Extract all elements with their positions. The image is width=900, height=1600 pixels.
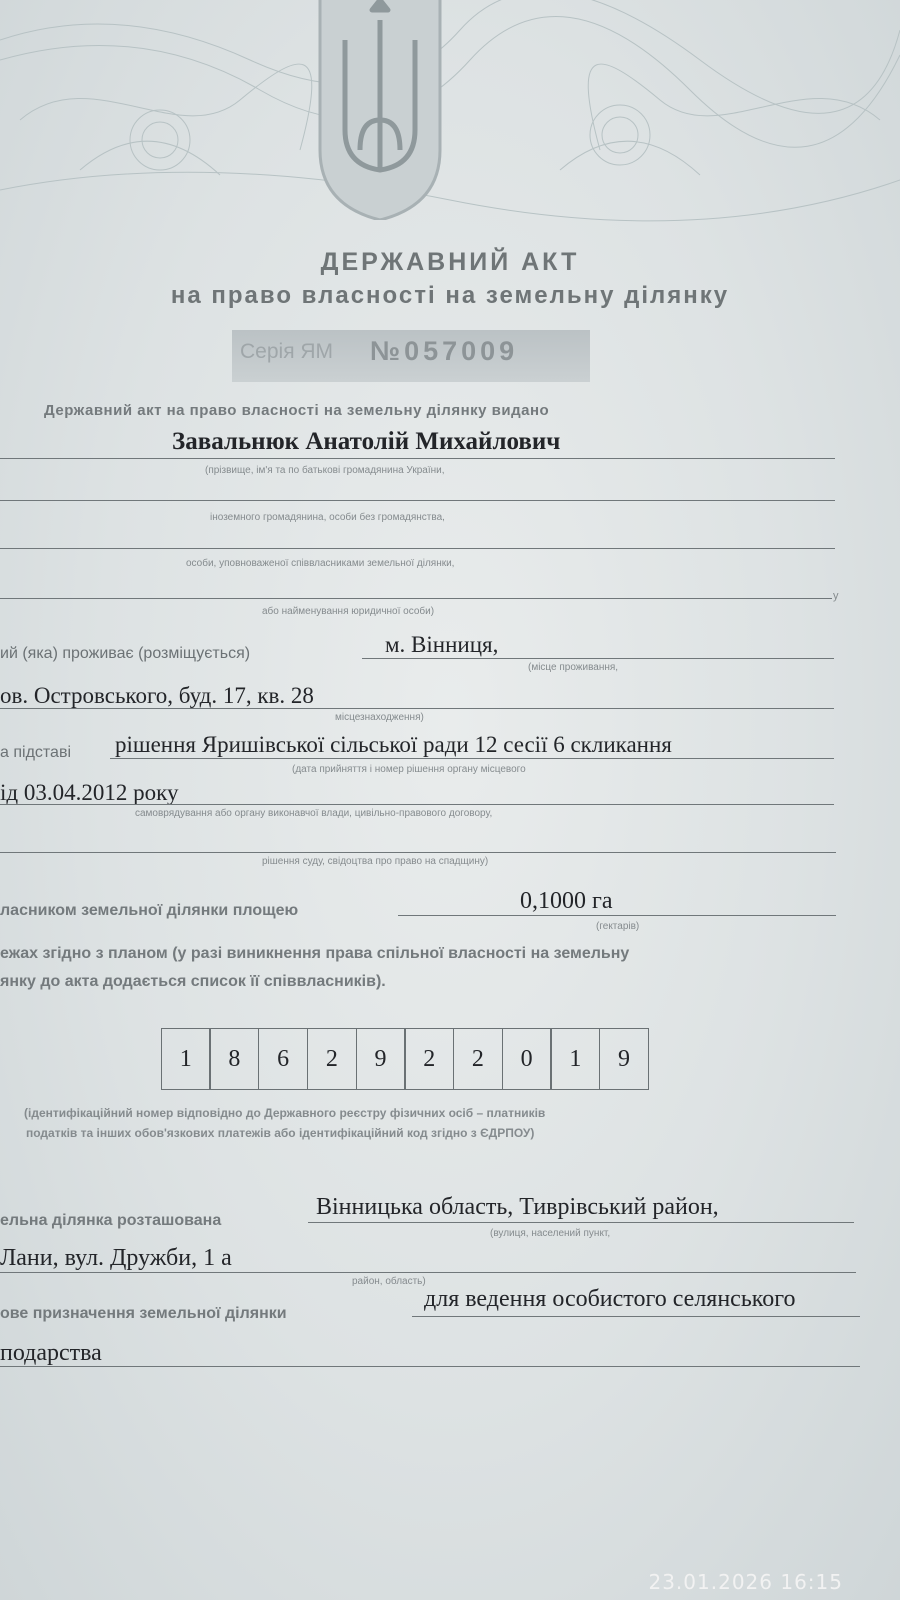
caption-owner-tail: у xyxy=(833,590,839,602)
serial-number: №057009 xyxy=(370,336,519,366)
caption-owner-1: (прізвище, ім'я та по батькові громадянина України, xyxy=(205,465,445,476)
tax-id-digit: 2 xyxy=(453,1028,503,1090)
owner-name: Завальнюк Анатолій Михайлович xyxy=(172,428,561,455)
caption-owner-4: або найменування юридичної особи) xyxy=(262,606,435,617)
document-subtitle: на право власності на земельну ділянку xyxy=(170,282,730,309)
field-line xyxy=(0,1272,856,1273)
tax-id-digit: 6 xyxy=(258,1028,308,1090)
field-line xyxy=(0,458,835,459)
field-line xyxy=(0,500,835,501)
field-line xyxy=(398,915,836,916)
caption-basis-1: (дата прийняття і номер рішення органу місцевого xyxy=(292,764,526,775)
caption-basis-3: рішення суду, свідоцтва про право на спадщину) xyxy=(262,856,489,867)
serial-label: Серія ЯМ xyxy=(240,340,334,363)
tax-id-digit: 1 xyxy=(161,1028,211,1090)
issued-to-label: Державний акт на право власності на земельну ділянку видано xyxy=(44,402,550,419)
residence-value-2: ов. Островського, буд. 17, кв. 28 xyxy=(0,683,314,708)
caption-area: (гектарів) xyxy=(596,921,640,932)
caption-location-2: район, область) xyxy=(352,1276,426,1287)
field-line xyxy=(362,658,834,659)
field-line xyxy=(412,1316,860,1317)
area-label: ласником земельної ділянки площею xyxy=(0,902,299,919)
field-line xyxy=(0,1366,860,1367)
field-line xyxy=(308,1222,854,1223)
bounds-line-1: ежах згідно з планом (у разі виникнення права спільної власності на земельну xyxy=(0,945,630,962)
tax-id-digit: 9 xyxy=(356,1028,406,1090)
caption-location-1: (вулиця, населений пункт, xyxy=(490,1228,611,1239)
caption-tax-id-1: (ідентифікаційний номер відповідно до Державного реєстру фізичних осіб – платників xyxy=(24,1106,546,1120)
location-value-1: Вінницька область, Тиврівський район, xyxy=(316,1194,719,1220)
basis-label: а підставі xyxy=(0,744,71,761)
caption-owner-3: особи, уповноваженої співвласниками земельної ділянки, xyxy=(186,558,455,569)
basis-value-1: рішення Яришівської сільської ради 12 сесії 6 скликання xyxy=(115,732,672,757)
basis-value-2: ід 03.04.2012 року xyxy=(0,780,179,805)
tax-id-boxes xyxy=(162,1028,649,1090)
caption-tax-id-2: податків та інших обов'язкових платежів або ідентифікаційний код згідно з ЄДРПОУ) xyxy=(26,1126,535,1140)
caption-residence-1: (місце проживання, xyxy=(528,662,619,673)
field-line xyxy=(110,758,834,759)
location-value-2: Лани, вул. Дружби, 1 а xyxy=(0,1245,232,1271)
caption-owner-2: іноземного громадянина, особи без громадянства, xyxy=(210,512,445,523)
purpose-value-1: для ведення особистого селянського xyxy=(424,1286,796,1312)
field-line xyxy=(0,598,832,599)
field-line xyxy=(0,548,835,549)
location-label: ельна ділянка розташована xyxy=(0,1212,222,1229)
field-line xyxy=(0,804,834,805)
tax-id-digit: 0 xyxy=(502,1028,552,1090)
trident-crest-icon xyxy=(300,0,460,220)
tax-id-digit: 1 xyxy=(550,1028,600,1090)
field-line xyxy=(0,708,834,709)
purpose-value-2: подарства xyxy=(0,1340,102,1366)
caption-residence-2: місцезнаходження) xyxy=(335,712,424,723)
bounds-line-2: янку до акта додається список її співвласників). xyxy=(0,973,386,990)
residence-value-1: м. Вінниця, xyxy=(385,632,499,657)
tax-id-digit: 2 xyxy=(404,1028,454,1090)
tax-id-digit: 8 xyxy=(209,1028,259,1090)
field-line xyxy=(0,852,836,853)
tax-id-digit: 9 xyxy=(599,1028,649,1090)
area-value: 0,1000 га xyxy=(520,888,613,914)
caption-basis-2: самоврядування або органу виконавчої влади, цивільно-правового договору, xyxy=(135,808,493,819)
photo-timestamp: 23.01.2026 16:15 xyxy=(648,1570,843,1594)
tax-id-digit: 2 xyxy=(307,1028,357,1090)
document-title: ДЕРЖАВНИЙ АКТ xyxy=(320,248,580,276)
purpose-label: ове призначення земельної ділянки xyxy=(0,1305,287,1322)
residence-label: ий (яка) проживає (розміщується) xyxy=(0,645,251,662)
